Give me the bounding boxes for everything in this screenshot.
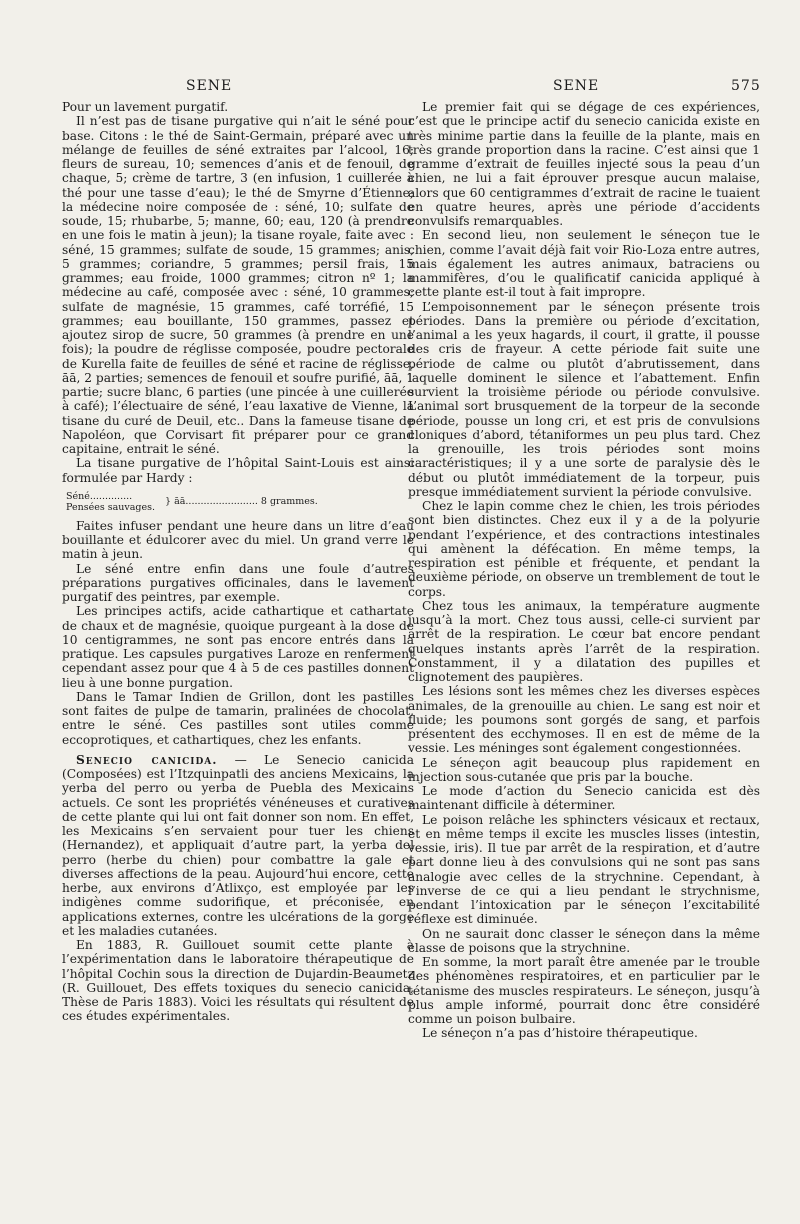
formula-quantity: } āā........................ 8 grammes.: [165, 495, 318, 507]
paragraph-text: — Le Senecio canicida (Composées) est l’Itzquinpatli des anciens Mexicains, la yerba del perro ou yerba de Puebla des Mexicains actuels. Ce sont les propriétés vénéneuses et curatives de cette plante qui lui ont fait donner son nom. En effet, les Mexicains s’en servaient pour tuer les chiens (Hernandez), et appliquait d’autre part, la yerba del perro (herbe du chien) pour combattre la gale et diverses affections de la peau. Aujourd’hui encore, cette herbe, aux environs d’Atlixço, est employée par les indigènes comme sudorifique, et préconisée, en applications externes, contre les ulcérations de la gorge et les maladies cutanées.: [62, 752, 414, 938]
formula-ingredient: Pensées sauvages.: [66, 501, 156, 513]
right-column: [408, 100, 760, 1041]
paragraph: Chez tous les animaux, la température augmente jusqu’à la mort. Chez tous aussi, celle-ci survient par arrêt de la respiration. Le cœur bat encore pendant quelques instants après l’arrêt de la respiration. Constamment, il y a dilatation des pupilles et clignotement des paupières.: [408, 598, 760, 684]
paragraph: Le séneçon agit beaucoup plus rapidement en injection sous-cutanée que pris par la bouche.: [408, 755, 760, 784]
paragraph: Le séné entre enfin dans une foule d’autres préparations purgatives officinales, dans le lavement purgatif des peintres, par exemple.: [62, 561, 414, 604]
paragraph: Le séneçon n’a pas d’histoire thérapeutique.: [422, 1026, 698, 1041]
section-heading: Senecio canicida.: [76, 752, 218, 767]
left-column: [62, 100, 414, 1024]
paragraph: L’empoisonnement par le séneçon présente trois périodes. Dans la première ou période d’excitation, l’animal a les yeux hagards, il court, il gratte, il pousse des cris de frayeur. A cette période fait suite une période de calme ou plutôt d’abrutissement, dans laquelle dominent le silence et l’abattement. Enfin survient la troisième période ou période convulsive. L’animal sort brusquement de la torpeur de la seconde période, pousse un long cri, et est pris de convulsions cloniques d’abord, tétaniformes un peu plus tard. Chez la grenouille, les trois périodes sont moins caractéristiques; il y a une sorte de paralysie dès le début ou plutôt immédiatement de la torpeur, puis presque immédiatement survient la période convulsive.: [408, 299, 760, 499]
paragraph: Le premier fait qui se dégage de ces expériences, c’est que le principe actif du senecio canicida existe en très minime partie dans la feuille de la plante, mais en très grande proportion dans la racine. C’est ainsi que 1 gramme d’extrait de feuilles injecté sous la peau d’un chien, ne lui a fait éprouver presque aucun malaise, alors que 60 centigrammes d’extrait de racine le tuaient en quatre heures, après une période d’accidents convulsifs remarquables.: [408, 100, 760, 228]
paragraph: On ne saurait donc classer le séneçon dans la même classe de poisons que la strychnine.: [408, 926, 760, 955]
running-head-left: SENE: [186, 78, 233, 94]
paragraph-senecio: [62, 753, 414, 938]
paragraph: Il n’est pas de tisane purgative qui n’ait le séné pour base. Citons : le thé de Saint-Germain, préparé avec un mélange de feuilles de séné extraites par l’alcool, 16; fleurs de sureau, 10; semences d’anis et de fenouil, de chaque, 5; crème de tartre, 3 (en infusion, 1 cuillerée à thé pour une tasse d’eau); le thé de Smyrne d’Étienne; la médecine noire composée de : séné, 10; sulfate de soude, 15; rhubarbe, 5; manne, 60; eau, 120 (à prendre en une fois le matin à jeun); la tisane royale, faite avec : séné, 15 grammes; sulfate de soude, 15 grammes; anis, 5 grammes; coriandre, 5 grammes; persil frais, 15 grammes; eau froide, 1000 grammes; citron nº 1; la médecine au café, composée avec : séné, 10 grammes; sulfate de magnésie, 15 grammes, café torréfié, 15 grammes; eau bouillante, 150 grammes, passez et ajoutez sirop de sucre, 50 grammes (à prendre en une fois); la poudre de réglisse composée, poudre pectorale de Kurella faite de feuilles de séné et racine de réglisse, āā, 2 parties; semences de fenouil et soufre purifié, āā, 1 partie; sucre blanc, 6 parties (une pincée à une cuillerée à café); l’électuaire de séné, l’eau laxative de Vienne, la tisane du curé de Deuil, etc.. Dans la fameuse tisane de Napoléon, que Corvisart fit préparer pour ce grand capitaine, entrait le séné.: [62, 114, 414, 456]
paragraph: Pour un lavement purgatif.: [62, 100, 229, 114]
paragraph: Faites infuser pendant une heure dans un litre d’eau bouillante et édulcorer avec du miel. Un grand verre le matin à jeun.: [62, 518, 414, 562]
paragraph: En second lieu, non seulement le séneçon tue le chien, comme l’avait déjà fait voir Rio-Loza entre autres, mais également les autres animaux, batraciens ou mammifères, d’ou le qualificatif canicida appliqué à cette plante est-il tout à fait impropre.: [408, 228, 760, 300]
formula-ingredient: Séné..............: [66, 490, 133, 502]
paragraph: Le poison relâche les sphincters vésicaux et rectaux, et en même temps il excite les muscles lisses (intestin, vessie, iris). Il tue par arrêt de la respiration, et d’autre part donne lieu à des convulsions qui ne sont pas sans analogie avec celles de la strychnine. Cependant, à l’inverse de ce qui a lieu pendant le strychnisme, pendant l’intoxication par le séneçon l’excitabilité réflexe est diminuée.: [408, 812, 760, 927]
paragraph: Le mode d’action du Senecio canicida est dès maintenant difficile à déterminer.: [408, 784, 760, 813]
paragraph: Chez le lapin comme chez le chien, les trois périodes sont bien distinctes. Chez eux il y a de la polyurie pendant l’expérience, et des contractions intestinales qui amènent la défécation. En même temps, la respiration est pénible et fréquente, et pendant la deuxième période, on observe un tremblement de tout le corps.: [408, 499, 761, 599]
formula-table: [62, 491, 414, 513]
running-head-right: SENE: [553, 78, 600, 94]
paragraph: La tisane purgative de l’hôpital Saint-Louis est ainsi formulée par Hardy :: [62, 456, 414, 485]
paragraph: En 1883, R. Guillouet soumit cette plante à l’expérimentation dans le laboratoire thérapeutique de l’hôpital Cochin sous la direction de Dujardin-Beaumetz (R. Guillouet, Des effets toxiques du senecio canicida, Thèse de Paris 1883). Voici les résultats qui résultent de ces études expérimentales.: [62, 938, 414, 1024]
paragraph: Les lésions sont les mêmes chez les diverses espèces animales, de la grenouille au chien. Le sang est noir et fluide; les poumons sont gorgés de sang, et parfois présentent des ecchymoses. Il en est de même de la vessie. Les méninges sont également congestionnées.: [408, 684, 760, 756]
paragraph: Dans le Tamar Indien de Grillon, dont les pastilles sont faites de pulpe de tamarin, pralinées de chocolat, entre le séné. Ces pastilles sont utiles comme eccoprotiques, et cathartiques, chez les enfants.: [62, 689, 414, 747]
paragraph: Les principes actifs, acide cathartique et cathartate de chaux et de magnésie, quoique purgeant à la dose de 10 centigrammes, ne sont pas encore entrés dans la pratique. Les capsules purgatives Laroze en renferment cependant assez pour que 4 à 5 de ces pastilles donnent lieu à une bonne purgation.: [62, 604, 414, 690]
page-number: 575: [731, 78, 761, 94]
paragraph: En somme, la mort paraît être amenée par le trouble des phénomènes respiratoires, et en particulier par le tétanisme des muscles respirateurs. Le séneçon, jusqu’à plus ample informé, pourrait donc être considéré comme un poison bulbaire.: [408, 955, 760, 1026]
formula-ingredients: [66, 491, 155, 513]
